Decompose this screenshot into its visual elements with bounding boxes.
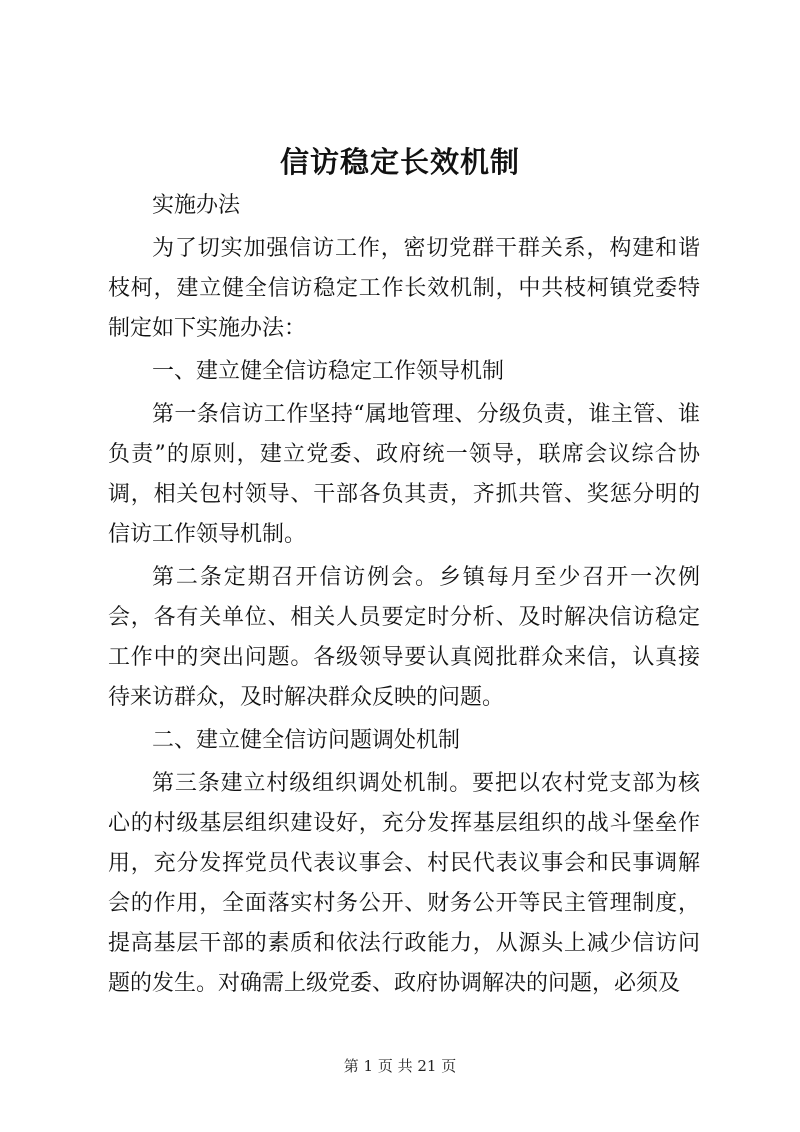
paragraph-article-3: 第三条建立村级组织调处机制。要把以农村党支部为核心的村级基层组织建设好，充分发挥基层组织的战斗堡垒作用，充分发挥党员代表议事会、村民代表议事会和民事调解会的作用，全面落实村务公开、财务公开等民主管理制度，提高基层干部的素质和依法行政能力，从源头上减少信访问题的发生。对确需上级党委、政府协调解决的问题，必须及 (108, 771, 700, 996)
document-body (108, 186, 700, 1007)
paragraph-article-1: 第一条信访工作坚持“属地管理、分级负责，谁主管、谁负责”的原则，建立党委、政府统一领导，联席会议综合协调，相关包村领导、干部各负其责，齐抓共管、奖惩分明的信访工作领导机制。 (108, 402, 700, 547)
section-heading-1: 一、建立健全信访稳定工作领导机制 (152, 359, 505, 384)
paragraph-article-2: 第二条定期召开信访例会。乡镇每月至少召开一次例会，各有关单位、相关人员要定时分析、及时解决信访稳定工作中的突出问题。各级领导要认真阅批群众来信，认真接待来访群众，及时解决群众反映的问题。 (108, 565, 700, 710)
document-title: 信访稳定长效机制 (279, 145, 520, 179)
page-footer: 第 1 页 共 21 页 (343, 1057, 457, 1075)
paragraph-subtitle: 实施办法 (152, 193, 241, 218)
paragraph-intro: 为了切实加强信访工作，密切党群干群关系，构建和谐枝柯，建立健全信访稳定工作长效机制，中共枝柯镇党委特制定如下实施办法： (108, 236, 700, 341)
section-heading-2: 二、建立健全信访问题调处机制 (152, 728, 461, 753)
